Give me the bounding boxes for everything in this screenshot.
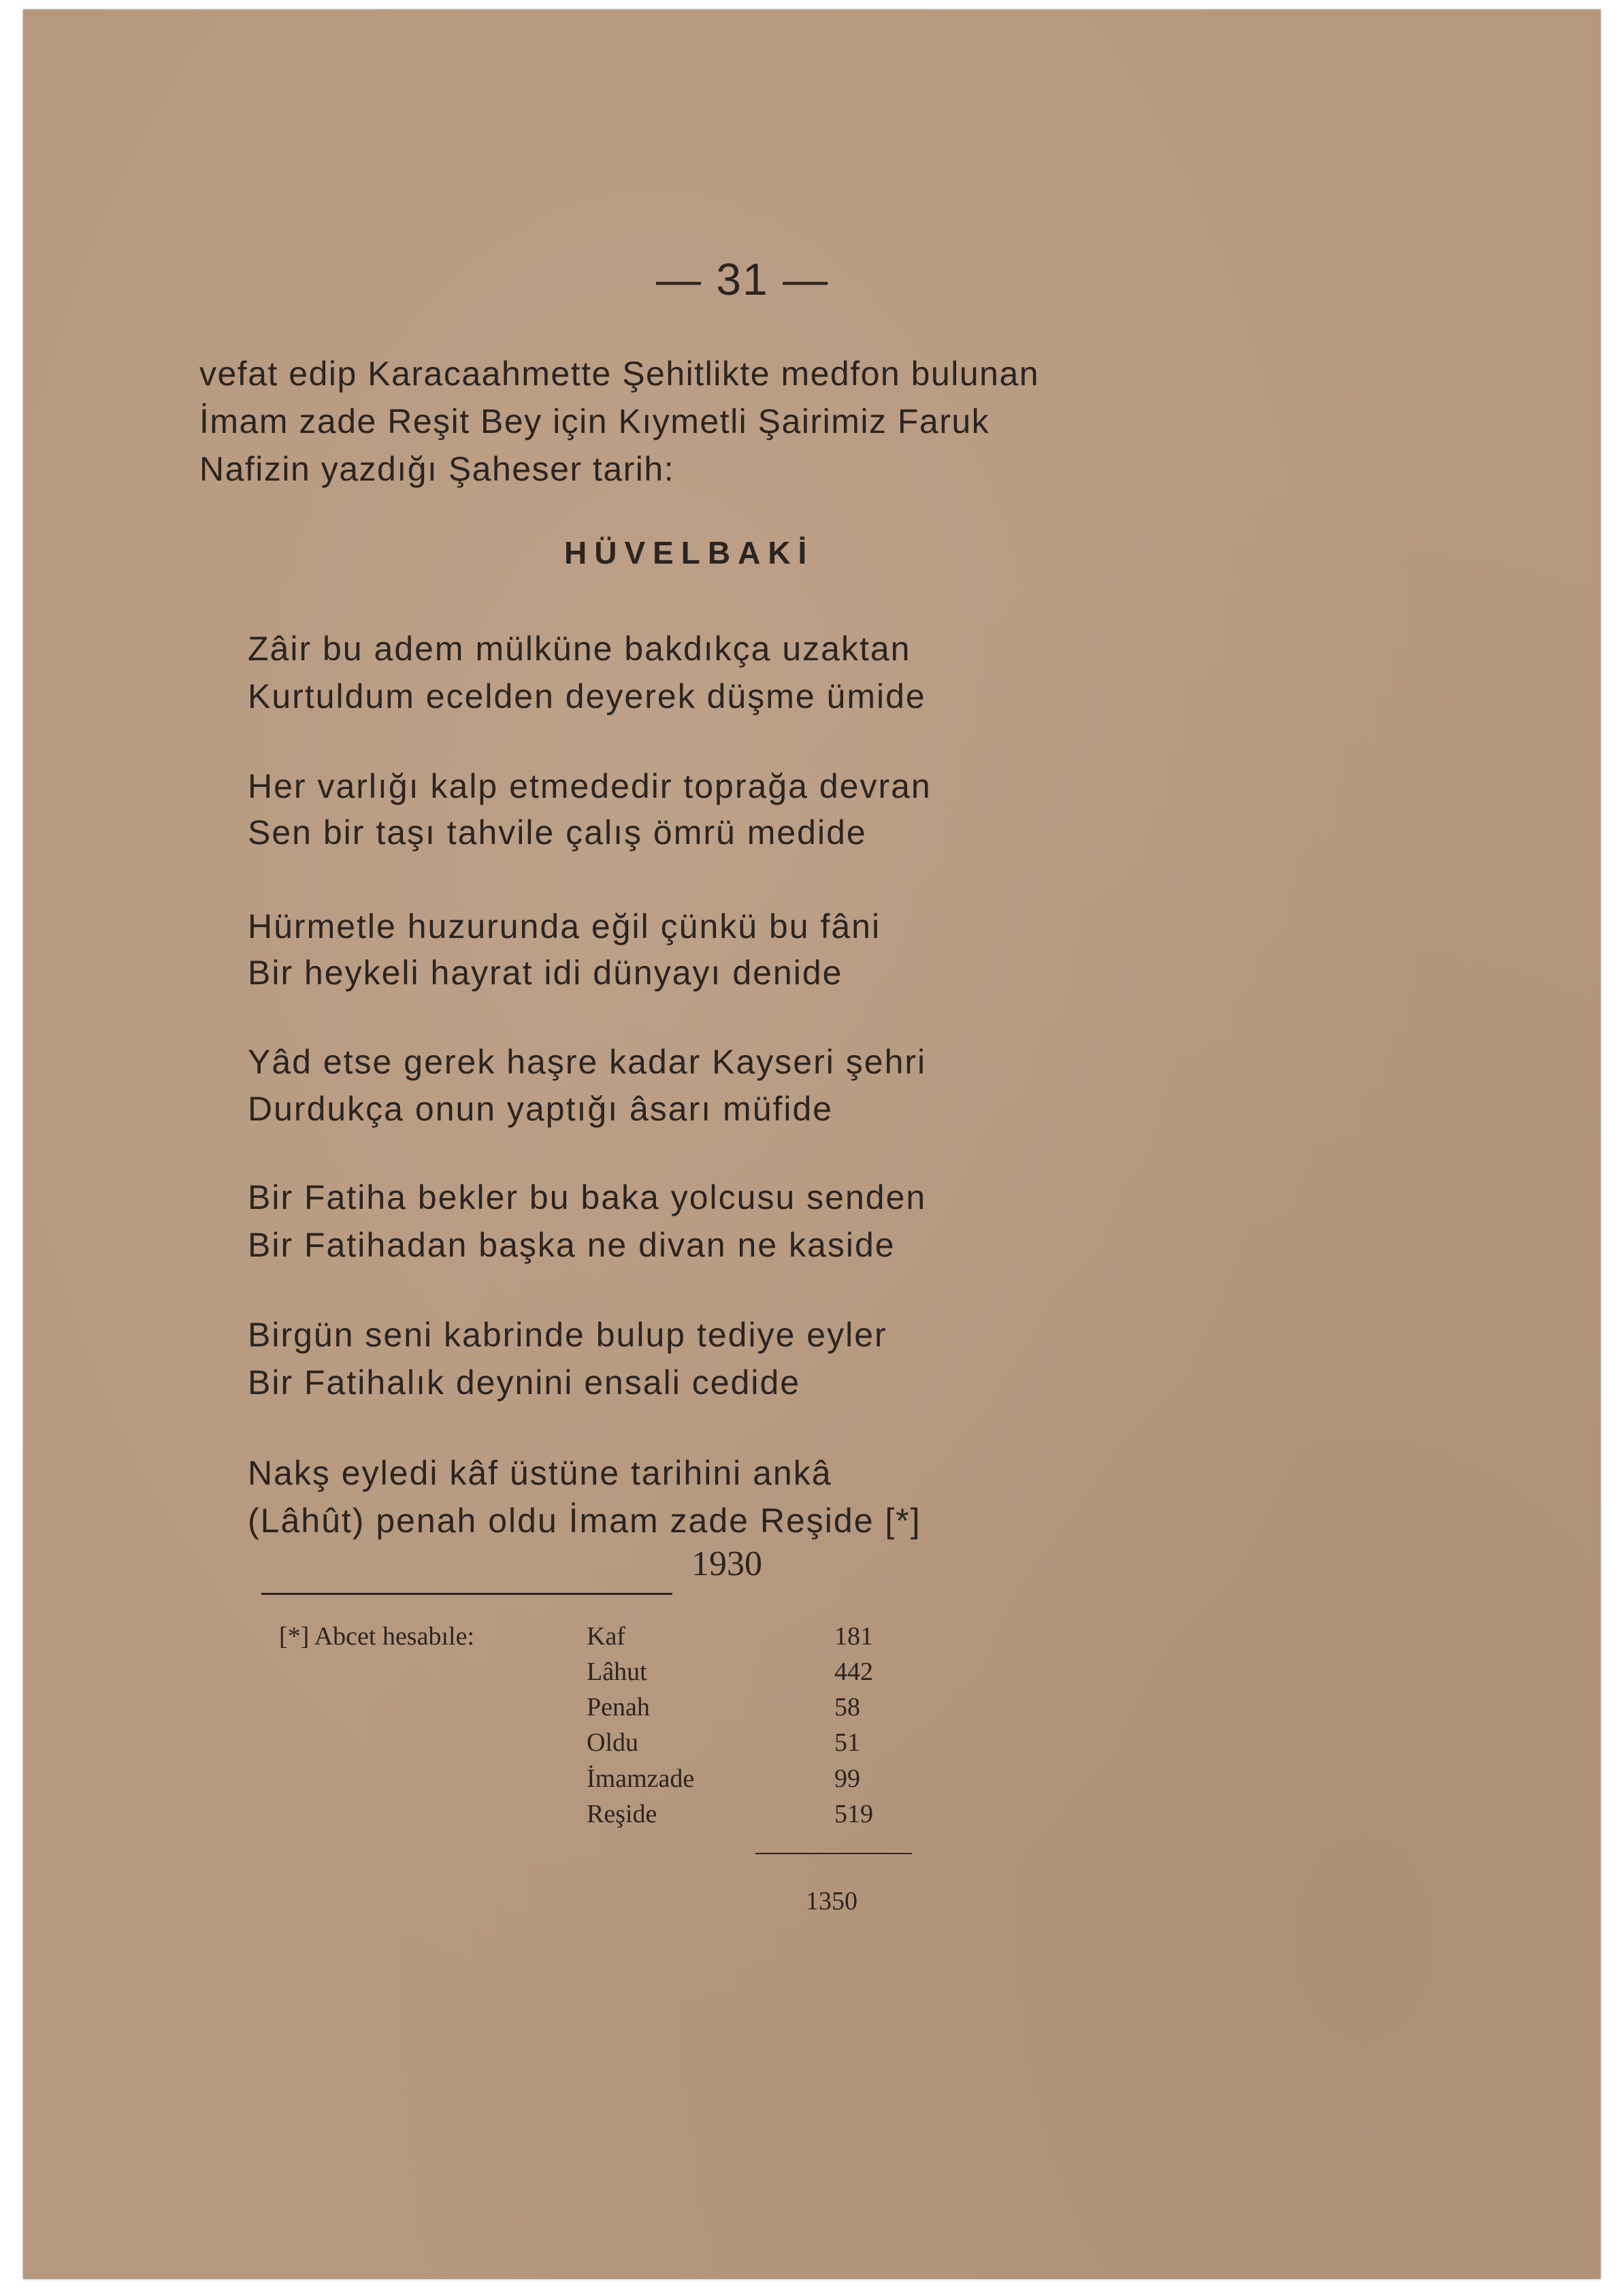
verse-line: Yâd etse gerek haşre kadar Kayseri şehri xyxy=(248,1043,927,1081)
footnote-label: [*] Abcet hesabıle: xyxy=(279,1622,475,1651)
footnote-value: 519 xyxy=(834,1800,873,1828)
footnote-divider xyxy=(261,1593,672,1595)
verse-line: Bir Fatihalık deynini ensali cedide xyxy=(248,1363,801,1402)
intro-line: Nafizin yazdığı Şaheser tarih: xyxy=(199,450,675,488)
verse-line: (Lâhût) penah oldu İmam zade Reşide [*] xyxy=(248,1502,921,1540)
verse-line: Zâir bu adem mülküne bakdıkça uzaktan xyxy=(248,630,911,668)
intro-line: İmam zade Reşit Bey için Kıymetli Şairimiz Faruk xyxy=(199,402,990,440)
verse-line: Hürmetle huzurunda eğil çünkü bu fâni xyxy=(248,907,881,945)
footnote-value: 442 xyxy=(834,1658,873,1686)
poem-title: HÜVELBAKİ xyxy=(564,535,815,570)
intro-line: vefat edip Karacaahmette Şehitlikte medfon bulunan xyxy=(199,355,1040,393)
footnote-name: Penah xyxy=(587,1693,650,1721)
sum-divider xyxy=(755,1853,912,1854)
year: 1930 xyxy=(691,1545,762,1583)
verse-line: Her varlığı kalp etmededir toprağa devran xyxy=(248,767,932,805)
verse-line: Durdukça onun yaptığı âsarı müfide xyxy=(248,1090,834,1128)
page xyxy=(23,10,1601,2279)
footnote-name: Reşide xyxy=(587,1800,657,1828)
page-number: — 31 — xyxy=(656,254,830,304)
footnote-name: İmamzade xyxy=(587,1764,695,1793)
footnote-value: 51 xyxy=(834,1728,860,1757)
footnote-name: Kaf xyxy=(587,1622,625,1651)
footnote-name: Oldu xyxy=(587,1728,638,1757)
footnote-value: 58 xyxy=(834,1693,860,1721)
verse-line: Kurtuldum ecelden deyerek düşme ümide xyxy=(248,677,926,715)
verse-line: Bir Fatihadan başka ne divan ne kaside xyxy=(248,1226,896,1264)
verse-line: Birgün seni kabrinde bulup tediye eyler xyxy=(248,1316,887,1354)
footnote-total: 1350 xyxy=(806,1887,857,1915)
verse-line: Sen bir taşı tahvile çalış ömrü medide xyxy=(248,813,867,852)
verse-line: Bir heykeli hayrat idi dünyayı denide xyxy=(248,954,843,992)
footnote-value: 99 xyxy=(834,1764,860,1793)
verse-line: Nakş eyledi kâf üstüne tarihini ankâ xyxy=(248,1454,832,1492)
footnote-value: 181 xyxy=(834,1622,873,1651)
footnote-name: Lâhut xyxy=(587,1658,647,1686)
verse-line: Bir Fatiha bekler bu baka yolcusu senden xyxy=(248,1178,927,1216)
